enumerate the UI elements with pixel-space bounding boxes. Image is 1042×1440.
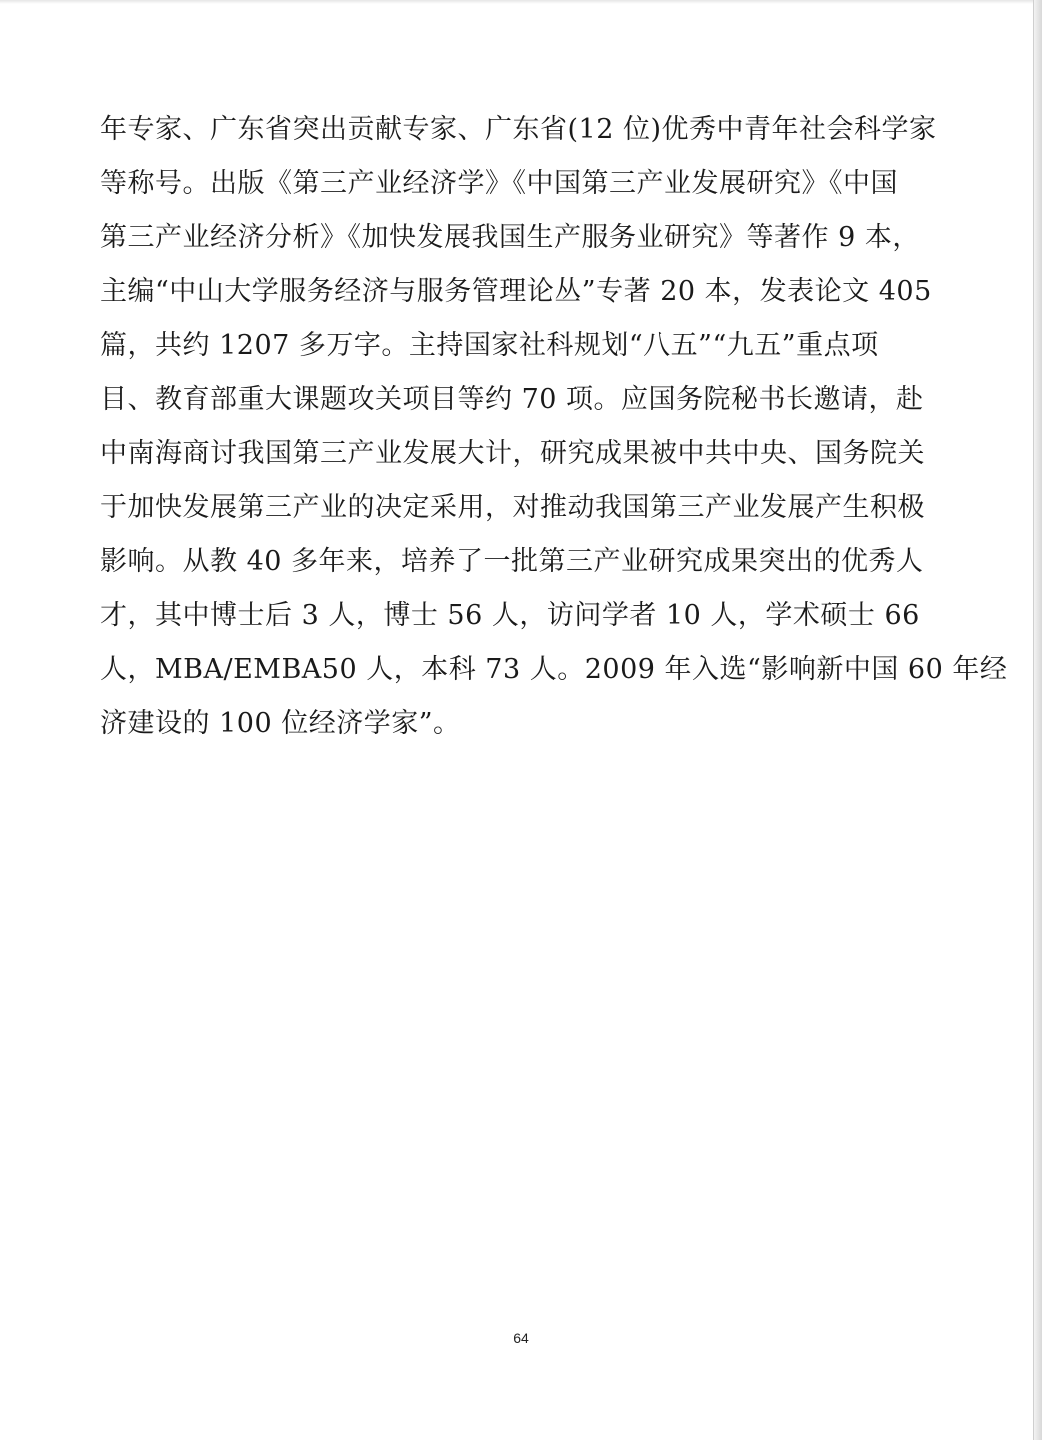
- text-line: 等称号。出版《第三产业经济学》《中国第三产业发展研究》《中国: [100, 168, 898, 199]
- text-line: 中南海商讨我国第三产业发展大计，研究成果被中共中央、国务院关: [100, 438, 925, 469]
- text-line: 年专家、广东省突出贡献专家、广东省(12 位)优秀中青年社会科学家: [100, 114, 937, 145]
- text-line: 济建设的 100 位经济学家”。: [100, 708, 461, 739]
- page-top-edge: [0, 0, 1034, 4]
- page-number: 64: [513, 1330, 529, 1346]
- text-line: 影响。从教 40 多年来，培养了一批第三产业研究成果突出的优秀人: [100, 546, 924, 577]
- body-paragraph: [100, 103, 1008, 751]
- page-right-edge: [1033, 0, 1042, 1440]
- text-line: 第三产业经济分析》《加快发展我国生产服务业研究》等著作 9 本，: [100, 222, 920, 253]
- text-line: 人，MBA/EMBA50 人，本科 73 人。2009 年入选“影响新中国 60 年经: [100, 654, 1008, 685]
- text-line: 于加快发展第三产业的决定采用，对推动我国第三产业发展产生积极: [100, 492, 925, 523]
- text-line: 才，其中博士后 3 人，博士 56 人，访问学者 10 人，学术硕士 66: [100, 600, 920, 631]
- text-line: 主编“中山大学服务经济与服务管理论丛”专著 20 本，发表论文 405: [100, 276, 932, 307]
- text-line: 篇，共约 1207 多万字。主持国家社科规划“八五”“九五”重点项: [100, 330, 879, 361]
- text-line: 目、教育部重大课题攻关项目等约 70 项。应国务院秘书长邀请，赴: [100, 384, 924, 415]
